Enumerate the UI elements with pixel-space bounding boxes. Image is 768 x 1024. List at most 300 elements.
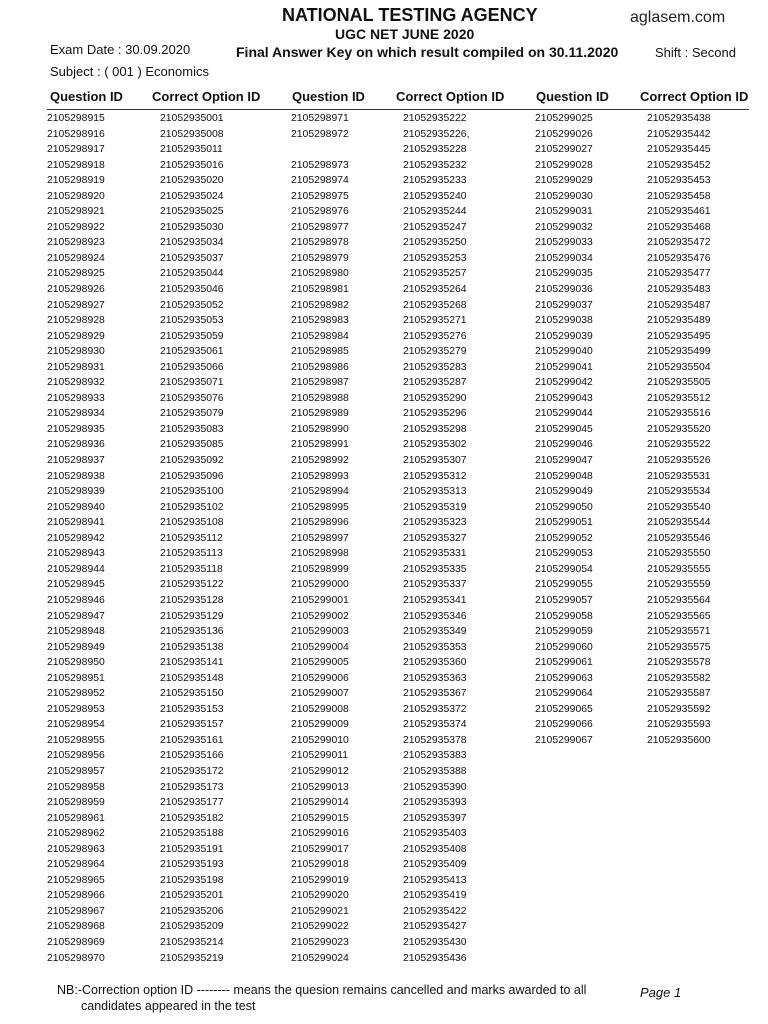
table-row (291, 764, 503, 780)
question-id-cell: 2105299042 (535, 377, 593, 389)
question-id-cell: 2105298946 (47, 594, 105, 606)
question-id-cell: 2105299029 (535, 175, 593, 187)
question-id-cell: 2105298962 (47, 828, 105, 840)
table-row (47, 282, 260, 298)
question-id-cell: 2105298993 (291, 470, 349, 482)
correct-option-id-cell: 21052935222 (403, 113, 467, 124)
correct-option-id-cell: 21052935136 (160, 626, 224, 638)
exam-date: Exam Date : 30.09.2020 (50, 42, 191, 57)
question-id-cell: 2105299061 (535, 657, 593, 669)
question-id-cell: 2105298985 (291, 346, 349, 358)
answer-key-title: Final Answer Key on which result compiled on 30.11.2020 (236, 44, 619, 60)
correct-option-id-cell: 21052935232 (403, 159, 467, 171)
column-header-question-id: Question ID (50, 89, 123, 104)
question-id-cell: 2105298986 (291, 361, 349, 373)
table-row (535, 686, 747, 702)
question-id-cell: 2105299065 (535, 703, 593, 715)
question-id-cell: 2105298949 (47, 641, 105, 653)
question-id-cell: 2105299050 (535, 501, 593, 513)
correct-option-id-cell: 21052935353 (403, 641, 467, 653)
table-row (535, 609, 747, 625)
correct-option-id-cell: 21052935483 (647, 284, 711, 296)
table-row (535, 655, 747, 671)
question-id-cell: 2105298915 (47, 113, 105, 124)
question-id-cell: 2105298970 (47, 952, 105, 964)
question-id-cell: 2105299028 (535, 159, 593, 171)
question-id-cell: 2105299012 (291, 765, 349, 777)
table-row (47, 609, 260, 625)
question-id-cell: 2105299053 (535, 548, 593, 560)
question-id-cell: 2105298981 (291, 284, 349, 296)
correct-option-id-cell: 21052935076 (160, 392, 224, 404)
table-row (291, 640, 503, 656)
question-id-cell: 2105298928 (47, 315, 105, 327)
question-id-cell: 2105299018 (291, 859, 349, 871)
correct-option-id-cell: 21052935409 (403, 859, 467, 871)
question-id-cell: 2105298955 (47, 734, 105, 746)
table-row (535, 422, 747, 438)
correct-option-id-cell: 21052935214 (160, 936, 224, 948)
question-id-cell: 2105299035 (535, 268, 593, 280)
question-id-cell: 2105299020 (291, 890, 349, 902)
table-row (47, 935, 260, 951)
correct-option-id-cell: 21052935059 (160, 330, 224, 342)
question-id-cell: 2105299024 (291, 952, 349, 964)
question-id-cell: 2105299044 (535, 408, 593, 420)
correct-option-id-cell: 21052935442 (647, 128, 711, 140)
question-id-cell: 2105298917 (47, 144, 105, 156)
correct-option-id-cell: 21052935129 (160, 610, 224, 622)
column-header-question-id: Question ID (536, 89, 609, 104)
answer-column-1 (47, 111, 260, 966)
question-id-cell: 2105298965 (47, 874, 105, 886)
correct-option-id-cell: 21052935335 (403, 563, 467, 575)
correct-option-id-cell: 21052935427 (403, 921, 467, 933)
question-id-cell: 2105298991 (291, 439, 349, 451)
question-id-cell: 2105298977 (291, 221, 349, 233)
column-header-correct-option-id: Correct Option ID (152, 89, 261, 104)
correct-option-id-cell: 21052935219 (160, 952, 224, 964)
correct-option-id-cell: 21052935346 (403, 610, 467, 622)
table-row (47, 422, 260, 438)
table-row (291, 329, 503, 345)
table-row (535, 127, 747, 143)
correct-option-id-cell: 21052935250 (403, 237, 467, 249)
table-row (291, 531, 503, 547)
question-id-cell: 2105299010 (291, 734, 349, 746)
table-row (291, 484, 503, 500)
correct-option-id-cell: 21052935372 (403, 703, 467, 715)
question-id-cell: 2105298942 (47, 532, 105, 544)
table-row (47, 329, 260, 345)
question-id-cell: 2105299046 (535, 439, 593, 451)
correct-option-id-cell: 21052935085 (160, 439, 224, 451)
table-row (47, 562, 260, 578)
correct-option-id-cell: 21052935198 (160, 874, 224, 886)
correct-option-id-cell: 21052935564 (647, 594, 711, 606)
correct-option-id-cell: 21052935201 (160, 890, 224, 902)
correct-option-id-cell: 21052935419 (403, 890, 467, 902)
question-id-cell: 2105298979 (291, 252, 349, 264)
correct-option-id-cell: 21052935011 (160, 144, 223, 156)
question-id-cell: 2105298972 (291, 128, 349, 140)
question-id-cell: 2105299034 (535, 252, 593, 264)
correct-option-id-cell: 21052935271 (403, 315, 467, 327)
correct-option-id-cell: 21052935312 (403, 470, 467, 482)
correct-option-id-cell: 21052935461 (647, 206, 711, 218)
question-id-cell: 2105299004 (291, 641, 349, 653)
table-row (291, 469, 503, 485)
correct-option-id-cell: 21052935438 (647, 113, 711, 124)
table-row (535, 375, 747, 391)
question-id-cell: 2105298958 (47, 781, 105, 793)
table-row (291, 577, 503, 593)
question-id-cell: 2105299005 (291, 657, 349, 669)
question-id-cell: 2105298961 (47, 812, 105, 824)
question-id-cell: 2105298947 (47, 610, 105, 622)
page-number: Page 1 (640, 985, 682, 1000)
correct-option-id-cell: 21052935287 (403, 377, 467, 389)
question-id-cell: 2105298994 (291, 486, 349, 498)
table-row (291, 437, 503, 453)
question-id-cell: 2105299031 (535, 206, 593, 218)
table-row (47, 640, 260, 656)
correct-option-id-cell: 21052935092 (160, 455, 224, 467)
table-row (47, 717, 260, 733)
question-id-cell: 2105298944 (47, 563, 105, 575)
question-id-cell: 2105299008 (291, 703, 349, 715)
correct-option-id-cell: 21052935052 (160, 299, 224, 311)
correct-option-id-cell: 21052935138 (160, 641, 224, 653)
table-row (47, 453, 260, 469)
question-id-cell: 2105298916 (47, 128, 105, 140)
question-id-cell: 2105299003 (291, 626, 349, 638)
question-id-cell: 2105298989 (291, 408, 349, 420)
table-row (291, 671, 503, 687)
correct-option-id-cell: 21052935341 (403, 594, 467, 606)
correct-option-id-cell: 21052935253 (403, 252, 467, 264)
correct-option-id-cell: 21052935489 (647, 315, 711, 327)
correct-option-id-cell: 21052935118 (160, 563, 223, 575)
table-row (47, 702, 260, 718)
question-id-cell: 2105298976 (291, 206, 349, 218)
correct-option-id-cell: 21052935066 (160, 361, 224, 373)
question-id-cell: 2105299037 (535, 299, 593, 311)
answer-column-2 (291, 111, 503, 966)
correct-option-id-cell: 21052935296 (403, 408, 467, 420)
question-id-cell: 2105299048 (535, 470, 593, 482)
agency-title: NATIONAL TESTING AGENCY (282, 5, 538, 25)
correct-option-id-cell: 21052935096 (160, 470, 224, 482)
question-id-cell: 2105298983 (291, 315, 349, 327)
correct-option-id-cell: 21052935228 (403, 144, 467, 156)
table-row (291, 795, 503, 811)
table-row (47, 546, 260, 562)
table-row (291, 811, 503, 827)
subject-label: Subject : ( 001 ) Economics (50, 64, 209, 79)
question-id-cell: 2105299021 (291, 905, 349, 917)
question-id-cell: 2105298940 (47, 501, 105, 513)
correct-option-id-cell: 21052935363 (403, 672, 467, 684)
correct-option-id-cell: 21052935540 (647, 501, 711, 513)
question-id-cell: 2105299016 (291, 828, 349, 840)
table-row (47, 593, 260, 609)
table-row (535, 593, 747, 609)
table-row (535, 624, 747, 640)
site-watermark: aglasem.com (630, 9, 726, 26)
question-id-cell: 2105298953 (47, 703, 105, 715)
correct-option-id-cell: 21052935177 (160, 797, 224, 809)
correct-option-id-cell: 21052935172 (160, 765, 224, 777)
correct-option-id-cell: 21052935436 (403, 952, 467, 964)
correct-option-id-cell: 21052935550 (647, 548, 711, 560)
question-id-cell: 2105298930 (47, 346, 105, 358)
table-row (291, 127, 503, 143)
correct-option-id-cell: 21052935544 (647, 517, 711, 529)
table-row (47, 624, 260, 640)
question-id-cell: 2105299054 (535, 563, 593, 575)
question-id-cell: 2105298925 (47, 268, 105, 280)
table-row (47, 391, 260, 407)
table-row (47, 189, 260, 205)
question-id-cell: 2105298968 (47, 921, 105, 933)
correct-option-id-cell: 21052935534 (647, 486, 711, 498)
table-row (47, 173, 260, 189)
table-row (291, 142, 503, 158)
question-id-cell: 2105299017 (291, 843, 349, 855)
correct-option-id-cell: 21052935128 (160, 594, 224, 606)
correct-option-id-cell: 21052935313 (403, 486, 467, 498)
correct-option-id-cell: 21052935193 (160, 859, 224, 871)
question-id-cell: 2105298932 (47, 377, 105, 389)
table-row (291, 453, 503, 469)
table-row (47, 344, 260, 360)
question-id-cell: 2105299026 (535, 128, 593, 140)
question-id-cell: 2105299055 (535, 579, 593, 591)
question-id-cell: 2105299039 (535, 330, 593, 342)
question-id-cell: 2105299011 (291, 750, 349, 762)
table-row (291, 842, 503, 858)
question-id-cell: 2105298988 (291, 392, 349, 404)
table-row (291, 655, 503, 671)
correct-option-id-cell: 21052935555 (647, 563, 711, 575)
question-id-cell: 2105299006 (291, 672, 349, 684)
question-id-cell: 2105298984 (291, 330, 349, 342)
correct-option-id-cell: 21052935240 (403, 190, 467, 202)
correct-option-id-cell: 21052935001 (160, 113, 224, 124)
question-id-cell: 2105298924 (47, 252, 105, 264)
correct-option-id-cell: 21052935083 (160, 423, 224, 435)
table-row (291, 733, 503, 749)
question-id-cell: 2105298920 (47, 190, 105, 202)
table-row (535, 671, 747, 687)
table-row (47, 142, 260, 158)
table-row (47, 220, 260, 236)
table-row (291, 935, 503, 951)
correct-option-id-cell: 21052935161 (160, 734, 224, 746)
question-id-cell: 2105298927 (47, 299, 105, 311)
table-row (47, 842, 260, 858)
column-header-question-id: Question ID (292, 89, 365, 104)
correct-option-id-cell: 21052935512 (647, 392, 711, 404)
table-row (535, 344, 747, 360)
table-row (535, 562, 747, 578)
table-row (291, 298, 503, 314)
correct-option-id-cell: 21052935452 (647, 159, 711, 171)
header-divider (47, 109, 749, 110)
question-id-cell: 2105298937 (47, 455, 105, 467)
table-row (47, 826, 260, 842)
table-row (535, 406, 747, 422)
table-row (535, 251, 747, 267)
table-row (291, 189, 503, 205)
correct-option-id-cell: 21052935247 (403, 221, 467, 233)
question-id-cell: 2105298998 (291, 548, 349, 560)
question-id-cell: 2105298918 (47, 159, 105, 171)
correct-option-id-cell: 21052935331 (403, 548, 467, 560)
table-row (535, 577, 747, 593)
correct-option-id-cell: 21052935307 (403, 455, 467, 467)
correct-option-id-cell: 21052935122 (160, 579, 224, 591)
correct-option-id-cell: 21052935526 (647, 455, 711, 467)
table-row (535, 313, 747, 329)
table-row (291, 546, 503, 562)
table-row (291, 266, 503, 282)
correct-option-id-cell: 21052935600 (647, 734, 711, 746)
correct-option-id-cell: 21052935182 (160, 812, 224, 824)
correct-option-id-cell: 21052935403 (403, 828, 467, 840)
question-id-cell: 2105299047 (535, 455, 593, 467)
question-id-cell: 2105299052 (535, 532, 593, 544)
table-row (535, 298, 747, 314)
question-id-cell: 2105298969 (47, 936, 105, 948)
correct-option-id-cell: 21052935268 (403, 299, 467, 311)
correct-option-id-cell: 21052935337 (403, 579, 467, 591)
table-row (291, 422, 503, 438)
table-row (291, 500, 503, 516)
correct-option-id-cell: 21052935046 (160, 284, 224, 296)
correct-option-id-cell: 21052935008 (160, 128, 224, 140)
correct-option-id-cell: 21052935468 (647, 221, 711, 233)
correct-option-id-cell: 21052935422 (403, 905, 467, 917)
correct-option-id-cell: 21052935592 (647, 703, 711, 715)
table-row (291, 282, 503, 298)
table-row (535, 220, 747, 236)
table-row (535, 531, 747, 547)
table-row (47, 469, 260, 485)
table-row (291, 717, 503, 733)
question-id-cell: 2105298936 (47, 439, 105, 451)
table-row (535, 469, 747, 485)
question-id-cell: 2105298992 (291, 455, 349, 467)
correct-option-id-cell: 21052935430 (403, 936, 467, 948)
question-id-cell: 2105298923 (47, 237, 105, 249)
table-row (535, 158, 747, 174)
correct-option-id-cell: 21052935323 (403, 517, 467, 529)
question-id-cell: 2105299032 (535, 221, 593, 233)
correct-option-id-cell: 21052935102 (160, 501, 224, 513)
correct-option-id-cell: 21052935166 (160, 750, 224, 762)
correct-option-id-cell: 21052935458 (647, 190, 711, 202)
table-row (535, 702, 747, 718)
table-row (47, 655, 260, 671)
table-row (47, 158, 260, 174)
shift-label: Shift : Second (655, 45, 736, 60)
correct-option-id-cell: 21052935578 (647, 657, 711, 669)
correct-option-id-cell: 21052935383 (403, 750, 467, 762)
table-row (47, 888, 260, 904)
table-row (47, 780, 260, 796)
correct-option-id-cell: 21052935244 (403, 206, 467, 218)
correct-option-id-cell: 21052935531 (647, 470, 711, 482)
question-id-cell: 2105298939 (47, 486, 105, 498)
correct-option-id-cell: 21052935413 (403, 874, 467, 886)
correct-option-id-cell: 21052935108 (160, 517, 224, 529)
correct-option-id-cell: 21052935453 (647, 175, 711, 187)
correct-option-id-cell: 21052935044 (160, 268, 224, 280)
correct-option-id-cell: 21052935546 (647, 532, 711, 544)
question-id-cell: 2105299027 (535, 144, 593, 156)
table-row (47, 360, 260, 376)
question-id-cell: 2105299066 (535, 719, 593, 731)
table-row (291, 951, 503, 967)
table-row (47, 204, 260, 220)
correct-option-id-cell: 21052935257 (403, 268, 467, 280)
table-row (47, 251, 260, 267)
table-row (291, 702, 503, 718)
question-id-cell: 2105298941 (47, 517, 105, 529)
correct-option-id-cell: 21052935071 (160, 377, 224, 389)
question-id-cell: 2105299038 (535, 315, 593, 327)
question-id-cell: 2105299041 (535, 361, 593, 373)
table-row (47, 764, 260, 780)
correct-option-id-cell: 21052935290 (403, 392, 467, 404)
correct-option-id-cell: 21052935279 (403, 346, 467, 358)
table-row (47, 266, 260, 282)
correct-option-id-cell: 21052935226, (403, 128, 470, 140)
correct-option-id-cell: 21052935522 (647, 439, 711, 451)
table-row (47, 795, 260, 811)
table-row (47, 904, 260, 920)
table-row (291, 360, 503, 376)
correct-option-id-cell: 21052935173 (160, 781, 224, 793)
correct-option-id-cell: 21052935520 (647, 423, 711, 435)
question-id-cell: 2105298929 (47, 330, 105, 342)
question-id-cell: 2105298967 (47, 905, 105, 917)
exam-name: UGC NET JUNE 2020 (335, 26, 475, 42)
question-id-cell: 2105298954 (47, 719, 105, 731)
table-row (291, 609, 503, 625)
question-id-cell: 2105299063 (535, 672, 593, 684)
correct-option-id-cell: 21052935025 (160, 206, 224, 218)
correct-option-id-cell: 21052935061 (160, 346, 224, 358)
table-row (291, 111, 503, 127)
correct-option-id-cell: 21052935157 (160, 719, 224, 731)
table-row (291, 375, 503, 391)
question-id-cell: 2105298963 (47, 843, 105, 855)
question-id-cell: 2105299067 (535, 734, 593, 746)
correct-option-id-cell: 21052935559 (647, 579, 711, 591)
table-row (47, 531, 260, 547)
question-id-cell: 2105299051 (535, 517, 593, 529)
table-row (291, 857, 503, 873)
table-row (535, 360, 747, 376)
question-id-cell: 2105299049 (535, 486, 593, 498)
table-row (47, 857, 260, 873)
table-row (291, 873, 503, 889)
correct-option-id-cell: 21052935112 (160, 532, 223, 544)
answer-column-3 (535, 111, 747, 748)
